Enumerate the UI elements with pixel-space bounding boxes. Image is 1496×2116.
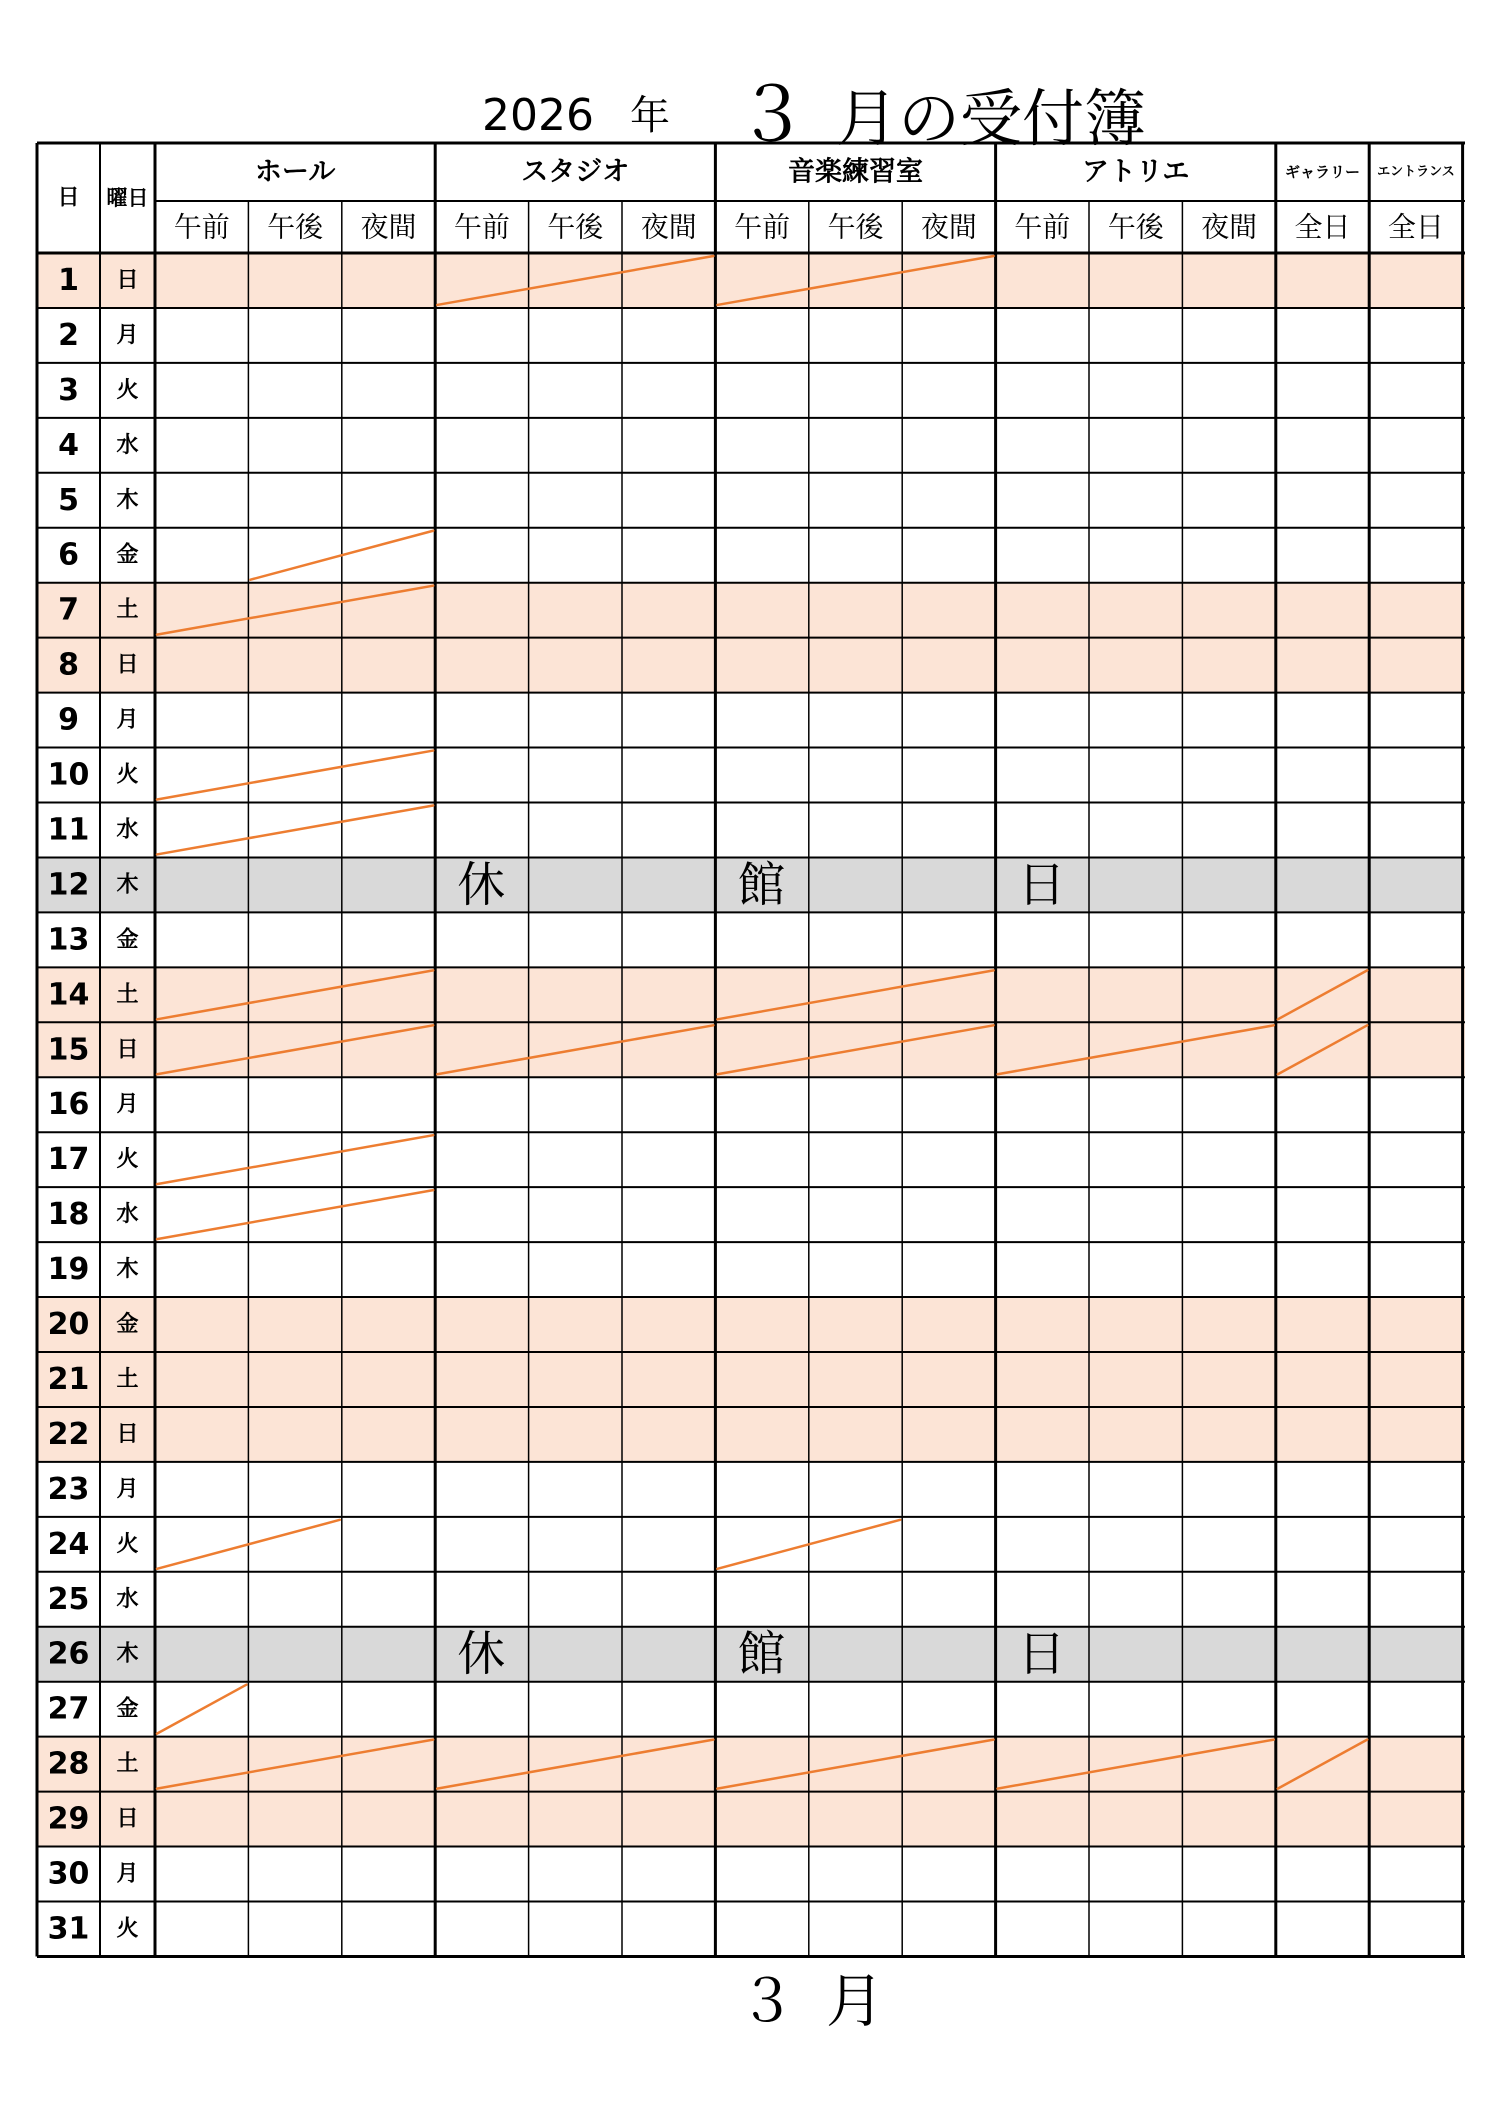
room-header: スタジオ [521,156,630,188]
weekday-label: 水 [116,432,139,458]
room-header: ホール [254,156,336,188]
footer-suffix: 月 [826,1967,885,2035]
slot-header: 夜間 [640,210,697,244]
weekday-label: 火 [116,1916,139,1942]
day-number: 2 [58,317,79,353]
closed-day-label: 館 [737,856,786,913]
weekday-label: 水 [116,817,139,843]
day-number: 11 [47,812,90,848]
day-number: 8 [58,647,79,683]
day-number: 27 [47,1691,90,1727]
weekday-label: 金 [116,927,139,953]
day-number: 16 [47,1087,90,1123]
day-number: 21 [47,1361,90,1397]
day-number: 6 [58,537,79,573]
day-number: 7 [58,592,79,628]
weekday-label: 水 [116,1202,139,1228]
room-header: 音楽練習室 [788,156,923,188]
weekend-row-fill [37,1792,1465,1847]
day-number: 25 [47,1581,90,1617]
slot-header: 午後 [1107,210,1164,244]
weekday-label: 月 [116,322,139,348]
weekday-label: 木 [116,487,139,513]
weekday-label: 火 [116,1531,139,1557]
day-number: 30 [47,1856,90,1892]
booked-mark [157,1685,246,1734]
weekday-label: 月 [116,1861,139,1887]
day-number: 4 [58,427,79,463]
day-number: 23 [47,1471,90,1507]
closed-day-label: 休 [457,856,506,913]
slot-header: 夜間 [360,210,417,244]
day-number: 18 [47,1197,90,1233]
room-header: エントランス [1377,164,1455,180]
weekday-label: 日 [116,652,139,678]
weekday-label: 木 [116,1641,139,1667]
slot-header: 午前 [734,210,791,244]
weekend-row-fill [37,1407,1465,1462]
weekday-label: 木 [116,1257,139,1283]
booked-mark [157,1135,433,1184]
closed-day-label: 休 [457,1626,506,1683]
weekday-label: 日 [116,1421,139,1447]
weekend-row-fill [37,583,1465,638]
day-number: 26 [47,1636,90,1672]
slot-header: 午後 [827,210,884,244]
booked-mark [157,751,433,800]
day-number: 5 [58,482,79,518]
weekday-label: 日 [116,1806,139,1832]
header-day: 日 [57,185,80,211]
day-number: 28 [47,1746,90,1782]
day-number: 31 [47,1911,90,1947]
booked-mark [157,1190,433,1239]
weekday-label: 水 [116,1586,139,1612]
closed-day-label: 日 [1017,1626,1066,1683]
day-number: 3 [58,372,79,408]
weekday-label: 日 [116,267,139,293]
weekday-label: 金 [116,1696,139,1722]
weekday-label: 土 [116,597,139,623]
weekday-label: 木 [116,872,139,898]
slot-header: 全日 [1294,210,1351,244]
title-year-unit: 年 [630,93,670,139]
title-month: ３ [735,72,809,158]
room-header: ギャラリー [1284,163,1361,181]
weekday-label: 火 [116,762,139,788]
slot-header: 午前 [173,210,230,244]
slot-header: 全日 [1387,210,1444,244]
slot-header: 夜間 [1201,210,1258,244]
slot-header: 午前 [453,210,510,244]
weekday-label: 火 [116,377,139,403]
weekday-label: 火 [116,1147,139,1173]
slot-header: 午前 [1014,210,1071,244]
weekday-label: 土 [116,1366,139,1392]
room-header: アトリエ [1081,156,1190,188]
weekday-label: 金 [116,1312,139,1338]
weekend-row-fill [37,638,1465,693]
booked-mark [157,806,433,855]
day-number: 12 [47,867,90,903]
page-footer [0,1968,1496,2048]
title-year: 2026 [482,90,594,141]
closed-day-label: 日 [1017,856,1066,913]
day-number: 13 [47,922,90,958]
day-number: 14 [47,977,90,1013]
weekday-label: 日 [116,1037,139,1063]
weekday-label: 土 [116,982,139,1008]
day-number: 20 [47,1307,90,1343]
day-number: 10 [47,757,90,793]
weekday-label: 土 [116,1751,139,1777]
weekday-label: 月 [116,1476,139,1502]
day-number: 19 [47,1252,90,1288]
footer-month: ３ [738,1967,797,2035]
slot-header: 午後 [267,210,324,244]
day-number: 29 [47,1801,90,1837]
day-number: 22 [47,1416,90,1452]
weekday-label: 金 [116,542,139,568]
day-number: 9 [58,702,79,738]
day-number: 17 [47,1142,90,1178]
slot-header: 夜間 [920,210,977,244]
weekend-row-fill [37,1352,1465,1407]
header-weekday: 曜日 [106,186,149,210]
slot-header: 午後 [547,210,604,244]
title-suffix: 月の受付簿 [836,82,1147,155]
day-number: 24 [47,1526,90,1562]
day-number: 15 [47,1032,90,1068]
closed-day-label: 館 [737,1626,786,1683]
day-number: 1 [58,262,79,298]
weekday-label: 月 [116,707,139,733]
weekend-row-fill [37,1297,1465,1352]
weekday-label: 月 [116,1092,139,1118]
